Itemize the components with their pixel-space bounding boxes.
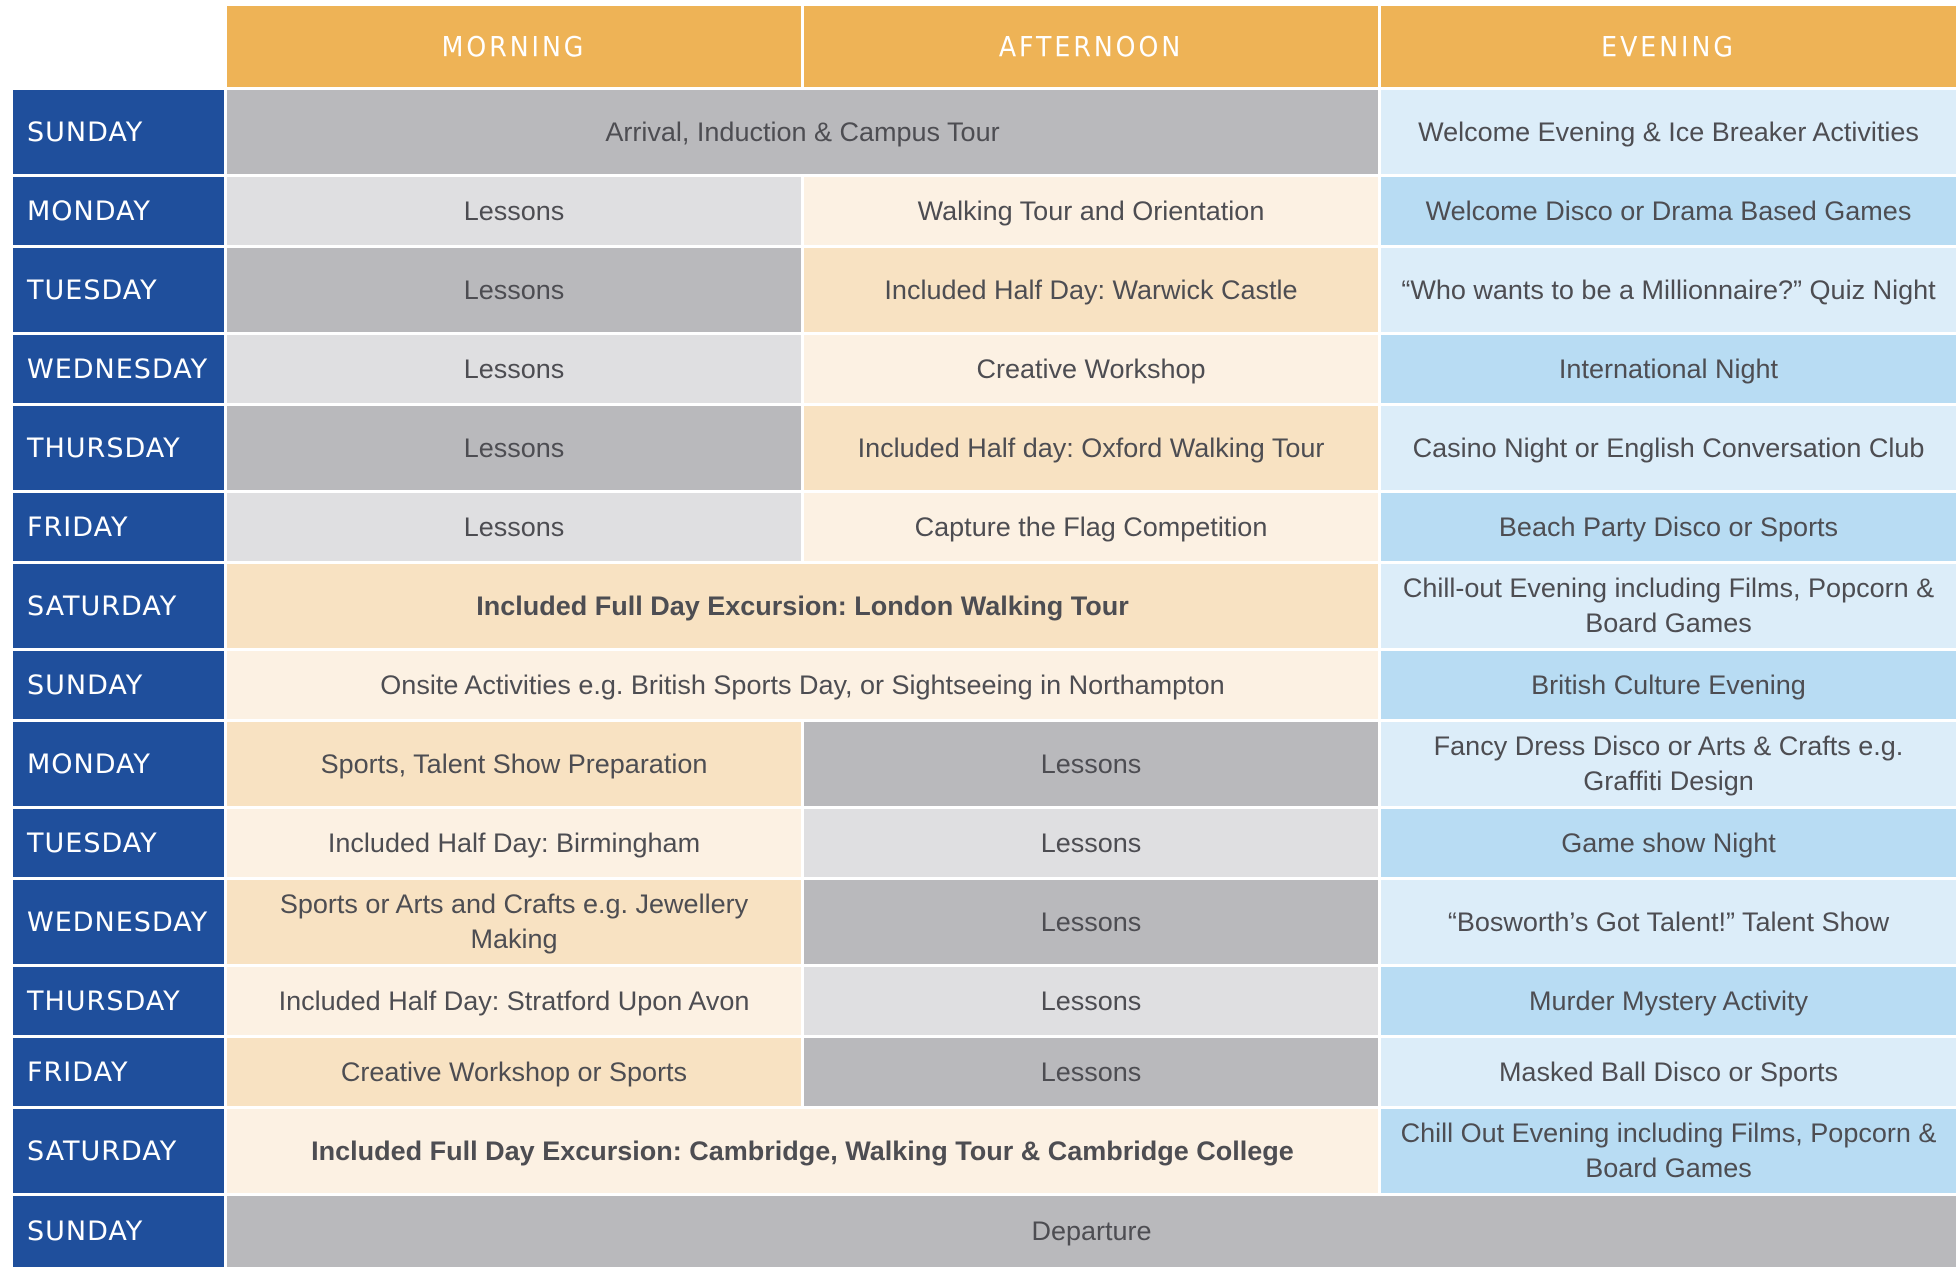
activity-evening: Beach Party Disco or Sports — [1381, 493, 1956, 564]
activity-morning-afternoon: Arrival, Induction & Campus Tour — [227, 90, 1381, 177]
activity-evening: “Who wants to be a Millionnaire?” Quiz Night — [1381, 248, 1956, 335]
day-label: MONDAY — [13, 722, 227, 809]
day-label: TUESDAY — [13, 809, 227, 880]
activity-morning-afternoon: Onsite Activities e.g. British Sports Day, or Sightseeing in Northampton — [227, 651, 1381, 722]
activity-morning: Lessons — [227, 493, 804, 564]
day-label: FRIDAY — [13, 1038, 227, 1109]
day-label: MONDAY — [13, 177, 227, 248]
activity-morning: Creative Workshop or Sports — [227, 1038, 804, 1109]
activity-afternoon: Lessons — [804, 722, 1381, 809]
activity-evening: Welcome Disco or Drama Based Games — [1381, 177, 1956, 248]
activity-morning-afternoon: Included Full Day Excursion: Cambridge, Walking Tour & Cambridge College — [227, 1109, 1381, 1196]
day-label: SUNDAY — [13, 1196, 227, 1267]
activity-evening: Masked Ball Disco or Sports — [1381, 1038, 1956, 1109]
activity-afternoon: Lessons — [804, 880, 1381, 967]
activity-evening: “Bosworth’s Got Talent!” Talent Show — [1381, 880, 1956, 967]
day-label: THURSDAY — [13, 967, 227, 1038]
activity-morning: Sports or Arts and Crafts e.g. Jewellery Making — [227, 880, 804, 967]
activity-evening: Fancy Dress Disco or Arts & Crafts e.g. Graffiti Design — [1381, 722, 1956, 809]
activity-morning: Included Half Day: Birmingham — [227, 809, 804, 880]
activity-afternoon: Walking Tour and Orientation — [804, 177, 1381, 248]
timetable-grid — [13, 6, 1956, 1284]
activity-morning: Lessons — [227, 248, 804, 335]
activity-evening: Chill Out Evening including Films, Popcorn & Board Games — [1381, 1109, 1956, 1196]
activity-afternoon: Included Half Day: Warwick Castle — [804, 248, 1381, 335]
day-label: TUESDAY — [13, 248, 227, 335]
header-afternoon: AFTERNOON — [804, 6, 1381, 90]
activity-morning: Included Half Day: Stratford Upon Avon — [227, 967, 804, 1038]
activity-afternoon: Capture the Flag Competition — [804, 493, 1381, 564]
header-evening: EVENING — [1381, 6, 1956, 90]
day-label: SATURDAY — [13, 564, 227, 651]
activity-evening: Murder Mystery Activity — [1381, 967, 1956, 1038]
activity-morning: Lessons — [227, 406, 804, 493]
activity-evening: Chill-out Evening including Films, Popcorn & Board Games — [1381, 564, 1956, 651]
activity-morning: Lessons — [227, 177, 804, 248]
day-label: SUNDAY — [13, 651, 227, 722]
day-label: WEDNESDAY — [13, 335, 227, 406]
day-label: THURSDAY — [13, 406, 227, 493]
activity-morning-afternoon: Included Full Day Excursion: London Walking Tour — [227, 564, 1381, 651]
activity-afternoon: Lessons — [804, 1038, 1381, 1109]
header-morning: MORNING — [227, 6, 804, 90]
activity-morning: Lessons — [227, 335, 804, 406]
activity-evening: Welcome Evening & Ice Breaker Activities — [1381, 90, 1956, 177]
activity-evening: Game show Night — [1381, 809, 1956, 880]
activity-morning: Sports, Talent Show Preparation — [227, 722, 804, 809]
activity-evening: British Culture Evening — [1381, 651, 1956, 722]
activity-evening: Casino Night or English Conversation Club — [1381, 406, 1956, 493]
activity-afternoon: Included Half day: Oxford Walking Tour — [804, 406, 1381, 493]
day-label: SUNDAY — [13, 90, 227, 177]
day-label: FRIDAY — [13, 493, 227, 564]
corner-blank — [13, 6, 227, 90]
activity-afternoon: Lessons — [804, 967, 1381, 1038]
day-label: WEDNESDAY — [13, 880, 227, 967]
activity-evening: International Night — [1381, 335, 1956, 406]
activity-all-day: Departure — [227, 1196, 1956, 1267]
activity-afternoon: Creative Workshop — [804, 335, 1381, 406]
activity-afternoon: Lessons — [804, 809, 1381, 880]
day-label: SATURDAY — [13, 1109, 227, 1196]
